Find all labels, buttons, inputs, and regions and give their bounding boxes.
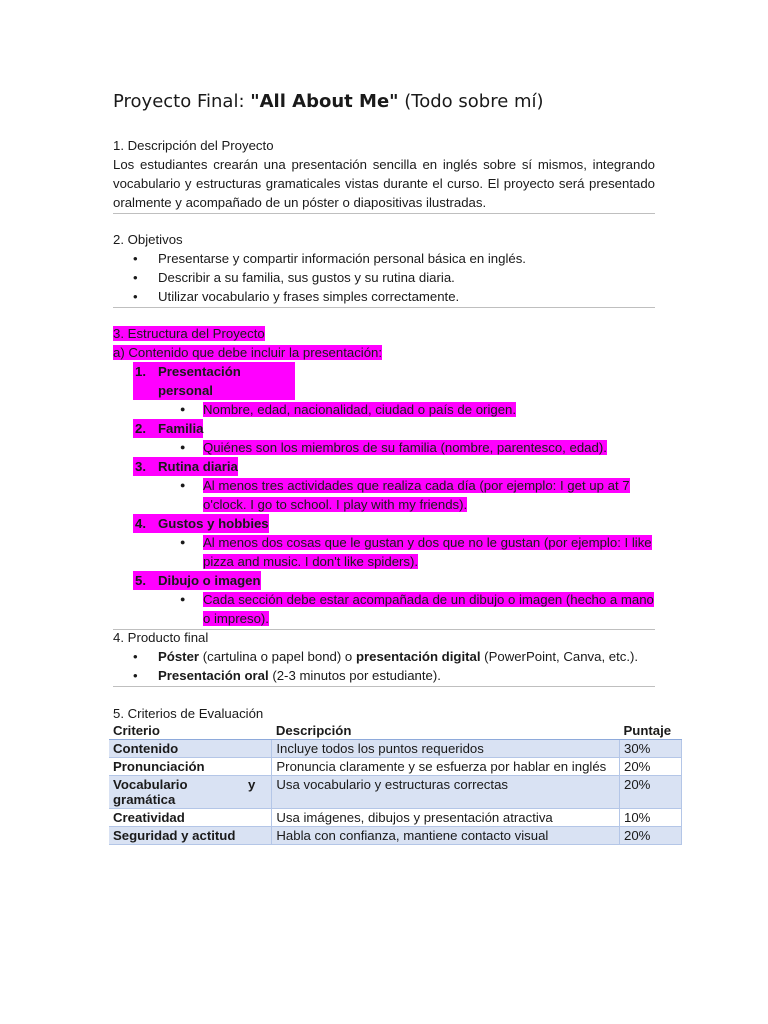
item-number: 2. bbox=[135, 421, 146, 436]
list-item: • Utilizar vocabulario y frases simples correctamente. bbox=[113, 287, 655, 306]
item-title: Gustos y hobbies bbox=[158, 516, 269, 531]
score-cell: 20% bbox=[619, 758, 681, 776]
column-header: Descripción bbox=[272, 722, 620, 740]
section-heading: 5. Criterios de Evaluación bbox=[113, 706, 264, 721]
section-heading: 3. Estructura del Proyecto bbox=[113, 326, 265, 341]
item-title: Dibujo o imagen bbox=[158, 573, 261, 588]
item-number: 3. bbox=[135, 459, 146, 474]
title-suffix: (Todo sobre mí) bbox=[398, 91, 544, 112]
score-cell: 30% bbox=[619, 740, 681, 758]
list-item: 3. Rutina diaria ● Al menos tres actividades que realiza cada día (por ejemplo: I get up at 7 o'clock. I go to school. I play with my friends). bbox=[135, 459, 630, 512]
section-final-product bbox=[113, 628, 655, 687]
description-cell: Incluye todos los puntos requeridos bbox=[272, 740, 620, 758]
product-oral: Presentación oral bbox=[158, 668, 269, 683]
criterion-cell: Contenido bbox=[109, 740, 272, 758]
score-cell: 20% bbox=[619, 776, 681, 809]
table-row bbox=[109, 758, 682, 776]
product-text: (2-3 minutos por estudiante). bbox=[268, 668, 441, 683]
item-title: Familia bbox=[158, 421, 204, 436]
list-item: 2. Familia ● Quiénes son los miembros de su familia (nombre, parentesco, edad). bbox=[135, 421, 607, 455]
product-poster: Póster bbox=[158, 649, 200, 664]
item-detail: Nombre, edad, nacionalidad, ciudad o país de origen. bbox=[203, 402, 517, 417]
list-item: • Presentarse y compartir información personal básica en inglés. bbox=[113, 249, 655, 268]
criterion-cell: Creatividad bbox=[109, 809, 272, 827]
table-row bbox=[109, 776, 682, 809]
section-objectives bbox=[113, 230, 655, 308]
product-digital: presentación digital bbox=[355, 649, 481, 664]
product-text: (PowerPoint, Canva, etc.). bbox=[480, 649, 639, 664]
description-cell: Pronuncia claramente y se esfuerza por hablar en inglés bbox=[272, 758, 620, 776]
section-heading: 2. Objetivos bbox=[113, 232, 183, 247]
list-item: 4. Gustos y hobbies ● Al menos dos cosas que le gustan y dos que no le gustan (por ejemplo: I like pizza and music. I don't like spiders). bbox=[135, 516, 652, 569]
criterion-cell: Seguridad y actitud bbox=[109, 827, 272, 845]
criteria-table bbox=[109, 722, 682, 845]
objectives-list bbox=[113, 249, 655, 306]
table-header-row bbox=[109, 722, 682, 740]
section-subheading: a) Contenido que debe incluir la presentación: bbox=[113, 345, 383, 360]
column-header: Criterio bbox=[109, 722, 272, 740]
column-header: Puntaje bbox=[619, 722, 681, 740]
description-cell: Habla con confianza, mantiene contacto visual bbox=[272, 827, 620, 845]
section-criteria bbox=[113, 704, 655, 723]
list-item: 1. Presentación personal ● Nombre, edad, nacionalidad, ciudad o país de origen. bbox=[135, 364, 517, 417]
item-number: 5. bbox=[135, 573, 146, 588]
item-detail: Quiénes son los miembros de su familia (nombre, parentesco, edad). bbox=[203, 440, 607, 455]
product-text: (cartulina o papel bond) o bbox=[199, 649, 356, 664]
score-cell: 20% bbox=[619, 827, 681, 845]
content-list bbox=[113, 362, 655, 628]
item-detail: Al menos tres actividades que realiza cada día (por ejemplo: I get up at 7 o'clock. I go to school. I play with my friends). bbox=[203, 478, 630, 512]
item-number: 4. bbox=[135, 516, 146, 531]
page-title bbox=[113, 90, 544, 114]
section-structure bbox=[113, 324, 655, 630]
list-item bbox=[113, 647, 655, 666]
list-item: 5. Dibujo o imagen ● Cada sección debe estar acompañada de un dibujo o imagen (hecho a mano o impreso). bbox=[135, 573, 654, 626]
table-row bbox=[109, 809, 682, 827]
product-list bbox=[113, 647, 655, 685]
criterion-cell: Vocabulario y gramática bbox=[109, 776, 272, 809]
table-row bbox=[109, 740, 682, 758]
item-detail: Al menos dos cosas que le gustan y dos que no le gustan (por ejemplo: I like pizza and music. I don't like spiders). bbox=[203, 535, 652, 569]
criterion-cell: Pronunciación bbox=[109, 758, 272, 776]
description-cell: Usa vocabulario y estructuras correctas bbox=[272, 776, 620, 809]
score-cell: 10% bbox=[619, 809, 681, 827]
section-heading: 4. Producto final bbox=[113, 630, 209, 645]
description-cell: Usa imágenes, dibujos y presentación atractiva bbox=[272, 809, 620, 827]
item-title: Rutina diaria bbox=[158, 459, 238, 474]
table-row bbox=[109, 827, 682, 845]
list-item bbox=[113, 666, 655, 685]
title-prefix: Proyecto Final: bbox=[113, 91, 251, 112]
item-title: Presentación personal bbox=[158, 364, 241, 398]
item-detail: Cada sección debe estar acompañada de un dibujo o imagen (hecho a mano o impreso). bbox=[203, 592, 654, 626]
section-body: Los estudiantes crearán una presentación sencilla en inglés sobre sí mismos, integrando vocabulario y estructuras gramaticales vistas durante el curso. El proyecto será presentado oralmente y acompañado de un póster o diapositivas ilustradas. bbox=[113, 157, 655, 210]
item-number: 1. bbox=[135, 364, 146, 379]
list-item: • Describir a su familia, sus gustos y su rutina diaria. bbox=[113, 268, 655, 287]
section-heading: 1. Descripción del Proyecto bbox=[113, 138, 274, 153]
title-bold: "All About Me" bbox=[250, 91, 399, 112]
section-description bbox=[113, 136, 655, 214]
